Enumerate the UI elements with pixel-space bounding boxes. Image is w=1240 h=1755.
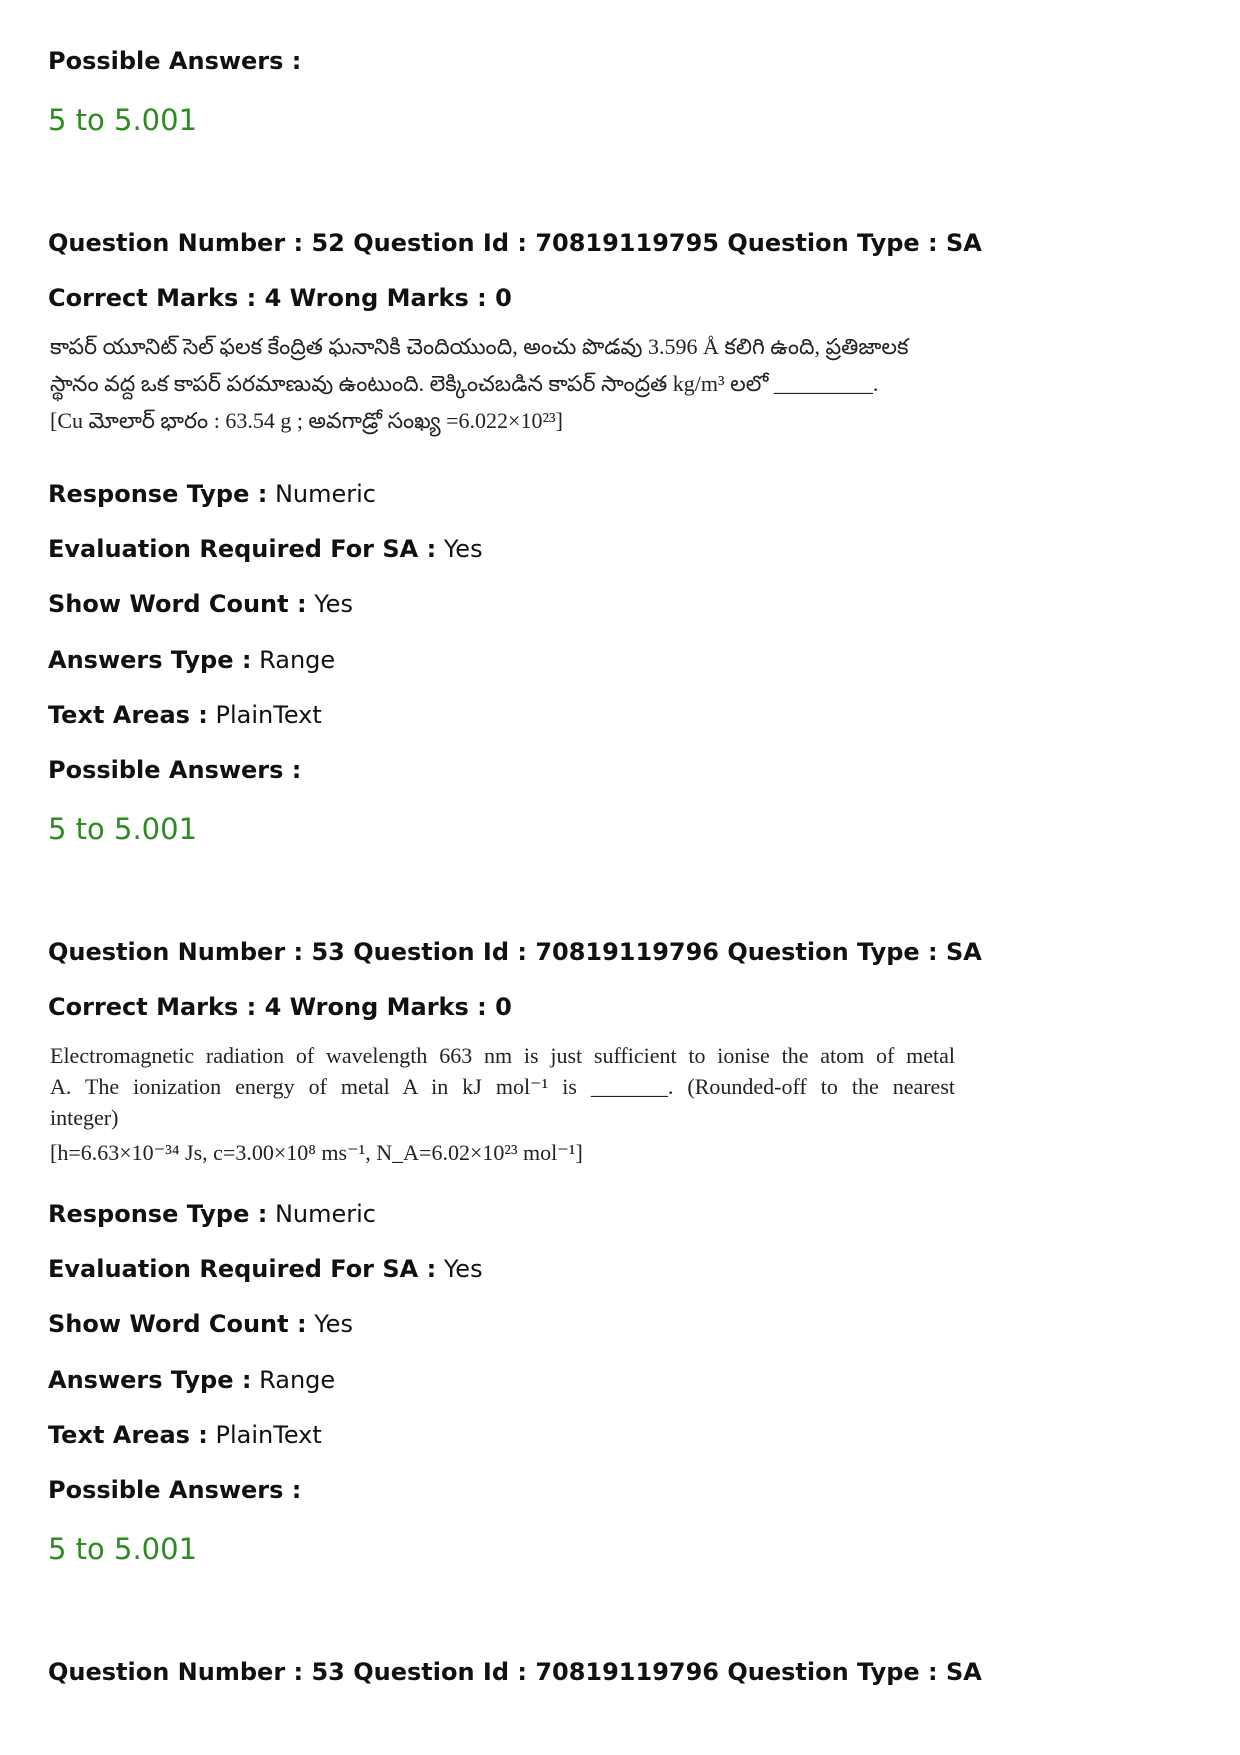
question-line: A. The ionization energy of metal A in kJ mol⁻¹ is _______. (Rounded-off to the nearest — [50, 1074, 955, 1099]
possible-answers-label: Possible Answers : — [48, 1476, 302, 1504]
answers-type-row: Answers Type : Range — [48, 1366, 336, 1394]
answers-type-value: Range — [259, 646, 336, 674]
evaluation-value: Yes — [443, 1255, 483, 1283]
text-areas-value: PlainText — [215, 701, 322, 729]
response-type-row: Response Type : Numeric — [48, 480, 376, 508]
evaluation-row: Evaluation Required For SA : Yes — [48, 1255, 483, 1283]
question-header: Question Number : 53 Question Id : 70819119796 Question Type : SA — [48, 938, 982, 966]
text-areas-row: Text Areas : PlainText — [48, 1421, 322, 1449]
response-type-value: Numeric — [274, 1200, 376, 1228]
question-text-image — [50, 328, 950, 439]
question-line: [h=6.63×10⁻³⁴ Js, c=3.00×10⁸ ms⁻¹, N_A=6.02×10²³ mol⁻¹] — [50, 1140, 583, 1165]
question-header: Question Number : 53 Question Id : 70819119796 Question Type : SA — [48, 1658, 982, 1686]
response-type-value: Numeric — [274, 480, 376, 508]
response-type-row: Response Type : Numeric — [48, 1200, 376, 1228]
question-line: స్థానం వద్ద ఒక కాపర్ పరమాణువు ఉంటుంది. లెక్కించబడిన కాపర్ సాంద్రత kg/m³ లలో _________. — [50, 371, 879, 396]
text-areas-row: Text Areas : PlainText — [48, 701, 322, 729]
question-line: Electromagnetic radiation of wavelength 663 nm is just sufficient to ionise the atom of metal — [50, 1043, 955, 1068]
question-line: integer) — [50, 1105, 119, 1130]
possible-answer-value: 5 to 5.001 — [48, 1532, 198, 1566]
answers-type-value: Range — [259, 1366, 336, 1394]
possible-answers-label: Possible Answers : — [48, 47, 302, 75]
question-text-image — [50, 1040, 955, 1168]
marks-line: Correct Marks : 4 Wrong Marks : 0 — [48, 284, 512, 312]
possible-answer-value: 5 to 5.001 — [48, 812, 198, 846]
word-count-value: Yes — [314, 590, 353, 618]
question-line: [Cu మోలార్ భారం : 63.54 g ; అవగాడ్రో సంఖ్య =6.022×10²³] — [50, 408, 563, 433]
word-count-row: Show Word Count : Yes — [48, 1310, 353, 1338]
text-areas-value: PlainText — [215, 1421, 322, 1449]
word-count-value: Yes — [314, 1310, 353, 1338]
answers-type-row: Answers Type : Range — [48, 646, 336, 674]
word-count-row: Show Word Count : Yes — [48, 590, 353, 618]
question-line: కాపర్ యూనిట్ సెల్ ఫలక కేంద్రిత ఘనానికి చెందియుంది, అంచు పొడవు 3.596 Å కలిగి ఉంది, ప్రతిజాలక — [50, 334, 909, 359]
possible-answer-value: 5 to 5.001 — [48, 103, 198, 137]
question-header: Question Number : 52 Question Id : 70819119795 Question Type : SA — [48, 229, 982, 257]
possible-answers-label: Possible Answers : — [48, 756, 302, 784]
evaluation-value: Yes — [443, 535, 483, 563]
evaluation-row: Evaluation Required For SA : Yes — [48, 535, 483, 563]
marks-line: Correct Marks : 4 Wrong Marks : 0 — [48, 993, 512, 1021]
